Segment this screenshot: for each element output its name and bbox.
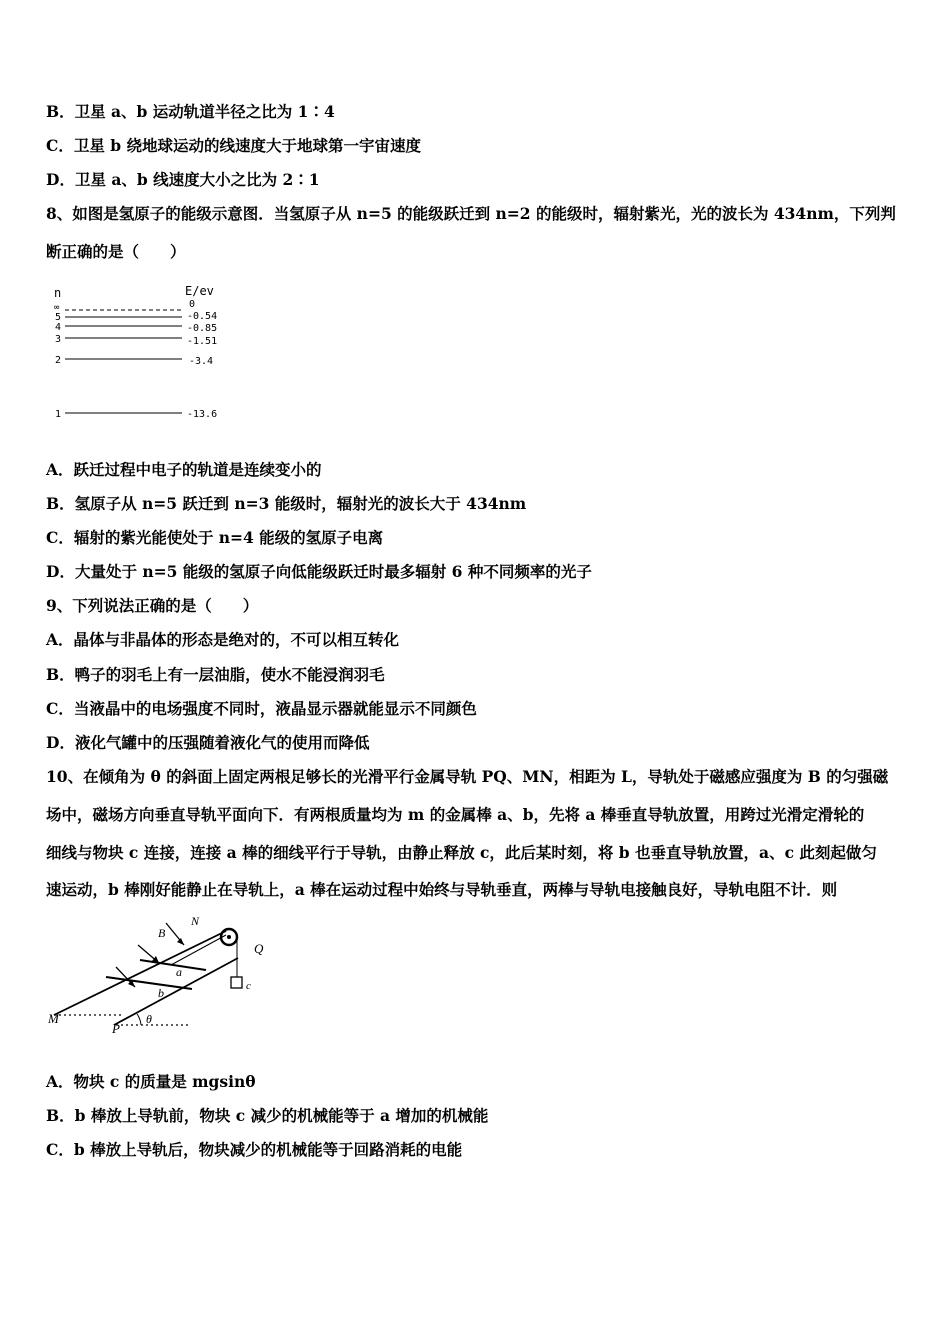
label-m: M	[48, 1011, 59, 1026]
energy-level-diagram	[48, 280, 238, 425]
q9-option-d: D．液化气罐中的压强随着液化气的使用而降低	[46, 733, 370, 752]
label-q: Q	[254, 941, 264, 956]
q8-option-b: B．氢原子从 n=5 跃迁到 n=3 能级时，辐射光的波长大于 434nm	[46, 494, 527, 513]
level-energy-2: -3.4	[189, 356, 214, 367]
q7-option-b: B．卫星 a、b 运动轨道半径之比为 1∶4	[46, 102, 335, 121]
pulley-axle	[227, 935, 231, 939]
label-theta: θ	[146, 1012, 152, 1026]
field-arrowhead-1	[177, 938, 184, 945]
theta-arc	[137, 1014, 141, 1025]
q8-option-a: A．跃迁过程中电子的轨道是连续变小的	[46, 460, 322, 479]
q9-option-b: B．鸭子的羽毛上有一层油脂，使水不能浸润羽毛	[46, 665, 385, 684]
level-n-1: 1	[55, 409, 62, 420]
q7-option-c: C．卫星 b 绕地球运动的线速度大于地球第一宇宙速度	[46, 136, 421, 155]
rail-mn	[54, 931, 226, 1015]
level-energy-infinity: 0	[189, 299, 196, 310]
q10-stem-line-2: 场中，磁场方向垂直导轨平面向下．有两根质量均为 m 的金属棒 a、b，先将 a 棒垂直导轨放置，用跨过光滑定滑轮的	[46, 805, 865, 824]
q10-stem-line-4: 速运动，b 棒刚好能静止在导轨上，a 棒在运动过程中始终与导轨垂直，两棒与导轨电接触良好，导轨电阻不计．则	[46, 880, 838, 899]
q9-stem: 9、下列说法正确的是（ ）	[46, 596, 259, 615]
level-n-infinity: ∞	[54, 303, 60, 313]
q9-option-c: C．当液晶中的电场强度不同时，液晶显示器就能显示不同颜色	[46, 699, 477, 718]
q9-option-a: A．晶体与非晶体的形态是绝对的，不可以相互转化	[46, 630, 400, 649]
label-n: N	[191, 915, 200, 928]
label-rod-b: b	[158, 986, 164, 1000]
n-axis-header: n	[54, 286, 62, 300]
level-n-5: 5	[55, 312, 62, 323]
q7-option-d: D．卫星 a、b 线速度大小之比为 2∶1	[46, 170, 320, 189]
energy-axis-header: E/ev	[185, 284, 214, 298]
q8-stem-line-1: 8、如图是氢原子的能级示意图．当氢原子从 n=5 的能级跃迁到 n=2 的能级时，辐射紫光，光的波长为 434nm，下列判	[46, 204, 896, 223]
q8-option-c: C．辐射的紫光能使处于 n=4 能级的氢原子电离	[46, 528, 384, 547]
q10-stem-line-3: 细线与物块 c 连接，连接 a 棒的细线平行于导轨，由静止释放 c，此后某时刻，将 b 也垂直导轨放置，a、c 此刻起做匀	[46, 843, 877, 862]
label-p: P	[112, 1021, 120, 1036]
q10-option-a: A．物块 c 的质量是 mgsinθ	[46, 1072, 256, 1091]
q8-option-d: D．大量处于 n=5 能级的氢原子向低能级跃迁时最多辐射 6 种不同频率的光子	[46, 562, 592, 581]
level-n-4: 4	[55, 322, 62, 333]
level-energy-3: -1.51	[187, 336, 218, 347]
incline-rail-diagram	[46, 915, 286, 1040]
level-n-3: 3	[55, 334, 62, 345]
label-b-field: B	[158, 926, 166, 940]
label-rod-a: a	[176, 965, 182, 979]
level-energy-5: -0.54	[187, 311, 218, 322]
level-n-2: 2	[55, 355, 62, 366]
q10-stem-line-1: 10、在倾角为 θ 的斜面上固定两根足够长的光滑平行金属导轨 PQ、MN，相距为 L，导轨处于磁感应强度为 B 的匀强磁	[46, 767, 889, 786]
block-c	[231, 977, 242, 988]
level-energy-4: -0.85	[187, 323, 218, 334]
level-energy-1: -13.6	[187, 409, 218, 420]
q10-option-b: B．b 棒放上导轨前，物块 c 减少的机械能等于 a 增加的机械能	[46, 1106, 489, 1125]
q10-option-c: C．b 棒放上导轨后，物块减少的机械能等于回路消耗的电能	[46, 1140, 463, 1159]
q8-stem-line-2: 断正确的是（ ）	[46, 242, 186, 261]
label-block-c: c	[246, 980, 251, 992]
